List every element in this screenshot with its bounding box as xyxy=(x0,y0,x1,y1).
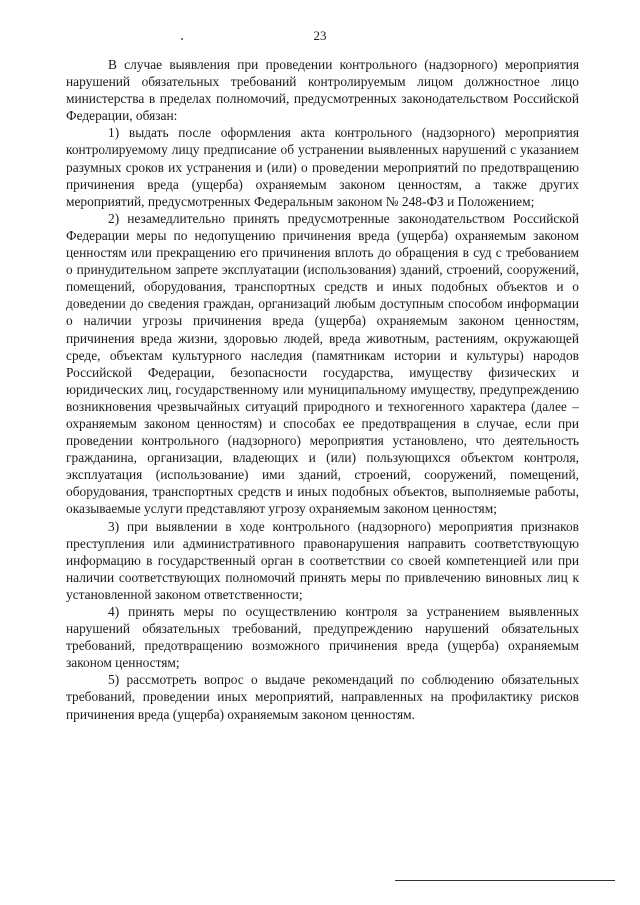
page-number: 23 xyxy=(313,28,327,43)
intro-paragraph: В случае выявления при проведении контрольного (надзорного) мероприятия нарушений обязательных требований контролируемым лицом должностное лицо министерства в пределах полномочий, предусмотренных законодательством Российской Федерации, обязан: xyxy=(66,57,579,124)
footer-rule xyxy=(395,880,615,881)
list-item-1: 1) выдать после оформления акта контрольного (надзорного) мероприятия контролируемому лицу предписание об устранении выявленных нарушений с указанием разумных сроков их устранения и (или) о проведении мероприятий по предотвращению причинения вреда (ущерба) охраняемым законом ценностям, а также других мероприятий, предусмотренных Федеральным законом № 248-ФЗ и Положением; xyxy=(66,125,579,209)
list-item-4: 4) принять меры по осуществлению контроля за устранением выявленных нарушений обязательных требований, предупреждению нарушений обязательных требований, предотвращению возможного причинения вреда (ущерба) охраняемым законом ценностям; xyxy=(66,604,579,671)
list-item-5: 5) рассмотреть вопрос о выдаче рекомендаций по соблюдению обязательных требований, проведении иных мероприятий, направленных на профилактику рисков причинения вреда (ущерба) охраняемым законом ценностям. xyxy=(66,672,579,722)
document-body xyxy=(66,56,579,723)
scan-speck xyxy=(181,38,183,40)
list-item-3: 3) при выявлении в ходе контрольного (надзорного) мероприятия признаков преступления или административного правонарушения направить соответствующую информацию в государственный орган в соответствии со своей компетенцией или при наличии соответствующих полномочий принять меры по привлечению виновных лиц к установленной законом ответственности; xyxy=(66,518,579,602)
list-item-2: 2) незамедлительно принять предусмотренные законодательством Российской Федерации меры по недопущению причинения вреда (ущерба) охраняемым законом ценностям или прекращению его причинения вплоть до обращения в суд с требованием о принудительном запрете эксплуатации (использования) зданий, строений, сооружений, помещений, оборудования, транспортных средств и иных подобных объектов и о доведении до сведения граждан, организаций любым доступным способом информации о наличии угрозы причинения вреда (ущерба) охраняемым законом ценностям, причинения вреда жизни, здоровью людей, вреда животным, растениям, окружающей среде, объектам культурного наследия (памятникам истории и культуры) народов Российской Федерации, безопасности государства, имуществу физических и юридических лиц, государственному или муниципальному имуществу, предупреждению возникновения чрезвычайных ситуаций природного и техногенного характера (далее – охраняемым законом ценностям) и способах ее предотвращения в случае, если при проведении контрольного (надзорного) мероприятия установлено, что деятельность гражданина, организации, владеющих и (или) пользующихся объектом контроля, эксплуатация (использование) ими зданий, строений, сооружений, помещений, оборудования, транспортных средств и иных подобных объектов, выполняемые работы, оказываемые услуги представляют угрозу охраняемым законом ценностям; xyxy=(66,210,579,517)
